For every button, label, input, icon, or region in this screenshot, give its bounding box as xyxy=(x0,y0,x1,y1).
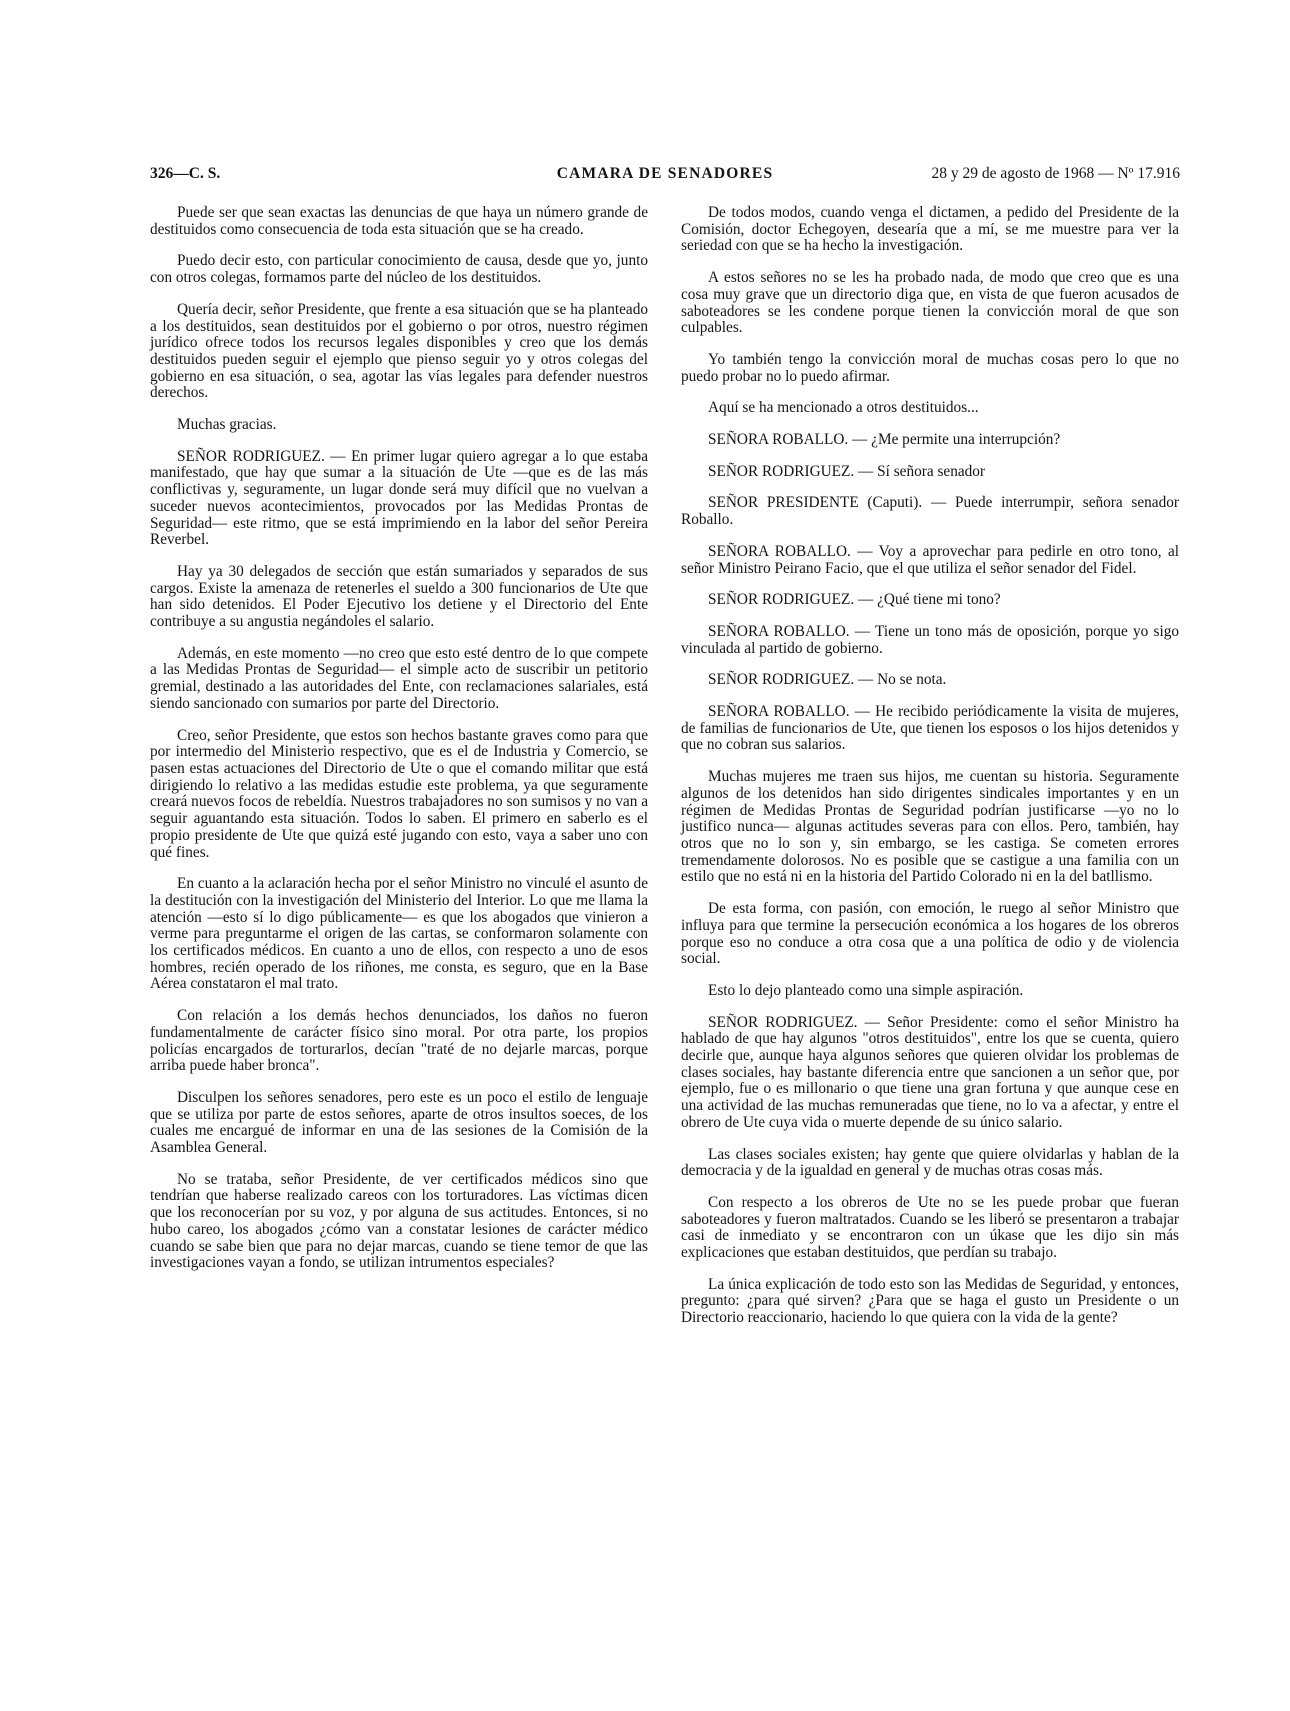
paragraph: Muchas gracias. xyxy=(177,416,277,434)
paragraph: Yo también tengo la convicción moral de muchas cosas pero lo que no puedo probar no lo puedo afirmar. xyxy=(681,350,1179,385)
paragraph: Aquí se ha mencionado a otros destituidos... xyxy=(708,399,979,417)
paragraph: SEÑOR RODRIGUEZ. — No se nota. xyxy=(708,671,947,689)
paragraph: La única explicación de todo esto son las Medidas de Seguridad, y entonces, pregunto: ¿para qué sirven? ¿Para que se haga el gusto un Presidente o un Directorio reaccionario, haciendo lo que quiera con la vida de la gente? xyxy=(681,1275,1179,1327)
paragraph: A estos señores no se les ha probado nada, de modo que creo que es una cosa muy grave que un directorio diga que, en vista de que fueron acusados de saboteadores se les condene porque tienen la convicción moral de que son culpables. xyxy=(681,269,1179,337)
paragraph: SEÑOR RODRIGUEZ. — Señor Presidente: como el señor Ministro ha hablado de que hay algunos "otros destituidos", entre los que se cuenta, quiero decirle que, aunque haya algunos señores que quieren olvidar los problemas de clases sociales, hay bastante diferencia entre que sancionen a un señor que, por ejemplo, fue o es millonario o que tiene una gran fortuna y que aunque cese en una actividad de las muchas remuneradas que tiene, no lo va a afectar, y entre el obrero de Ute cuya vida o muerte depende de su único salario. xyxy=(681,1013,1179,1131)
paragraph: En cuanto a la aclaración hecha por el señor Ministro no vinculé el asunto de la destitución con la investigación del Ministerio del Interior. Lo que me llama la atención —esto sí lo digo públicamente— es que los abogados que vinieron a verme para preguntarme el origen de las cartas, se conformaron solamente con los certificados médicos. En cuanto a uno de ellos, con respecto a uno de esos hombres, recién operado de los riñones, me consta, es seguro, que en la Base Aérea constataron el mal trato. xyxy=(150,875,648,993)
paragraph: SEÑORA ROBALLO. — He recibido periódicamente la visita de mujeres, de familias de funcionarios de Ute, que tienen los esposos o los hijos detenidos y que no cobran sus salarios. xyxy=(681,703,1179,754)
paragraph: Creo, señor Presidente, que estos son hechos bastante graves como para que por intermedio del Ministerio respectivo, que es el de Industria y Comercio, se pasen estas actuaciones del Directorio de Ute o que el comando militar que está dirigiendo lo relativo a las medidas estudie este problema, ya que seguramente creará nuevos focos de rebeldía. Nuestros trabajadores no son sumisos y no van a seguir aguantando esta situación. Todos lo saben. El primero en saberlo es el propio presidente de Ute que quizá esté jugando con esto, vaya a saber uno con qué fines. xyxy=(150,726,648,861)
paragraph: Además, en este momento —no creo que esto esté dentro de lo que compete a las Medidas Prontas de Seguridad— el simple acto de suscribir un petitorio gremial, destinado a las autoridades del Ente, con reclamaciones salariales, está siendo sancionado con sumarios por parte del Directorio. xyxy=(150,644,648,712)
paragraph: Puede ser que sean exactas las denuncias de que haya un número grande de destituidos como consecuencia de toda esta situación que se ha creado. xyxy=(150,204,648,238)
session-date: 28 y 29 de agosto de 1968 — Nº 17.916 xyxy=(931,165,1180,182)
page-number: 326—C. S. xyxy=(150,165,221,182)
paragraph: Hay ya 30 delegados de sección que están sumariados y separados de sus cargos. Existe la amenaza de retenerles el sueldo a 300 funcionarios de Ute que han sido detenidos. El Poder Ejecutivo los detiene y el Directorio del Ente contribuye a su angustia negándoles el salario. xyxy=(150,562,648,631)
paragraph: Esto lo dejo planteado como una simple aspiración. xyxy=(708,981,1024,999)
paragraph: Quería decir, señor Presidente, que frente a esa situación que se ha planteado a los destituidos, sean destituidos por el gobierno o por otros, nuestro régimen jurídico ofrece todos los recursos legales disponibles y creo que los demás destituidos pueden seguir el ejemplo que pienso seguir yo y otros colegas del gobierno en esa situación, o sea, agotar las vías legales para defender nuestros derechos. xyxy=(150,300,648,402)
right-column xyxy=(681,205,1179,1327)
paragraph: Las clases sociales existen; hay gente que quiere olvidarlas y hablan de la democracia y de la igualdad en general y de muchas otras cosas más. xyxy=(681,1145,1179,1180)
paragraph: SEÑOR RODRIGUEZ. — Sí señora senador xyxy=(708,462,986,480)
paragraph: SEÑORA ROBALLO. — Tiene un tono más de oposición, porque yo sigo vinculada al partido de gobierno. xyxy=(681,622,1179,657)
paragraph: SEÑOR RODRIGUEZ. — En primer lugar quiero agregar a lo que estaba manifestado, que hay que sumar a la situación de Ute —que es de las más conflictivas y, seguramente, un lugar donde será muy difícil que no vuelvan a suceder nuevos acontecimientos, provocados por las Medidas Prontas de Seguridad— este ritmo, que se está imprimiendo en la labor del señor Pereira Reverbel. xyxy=(150,447,648,549)
page-header xyxy=(150,163,1180,185)
paragraph: Muchas mujeres me traen sus hijos, me cuentan su historia. Seguramente algunos de los detenidos han sido dirigentes sindicales importantes y en un régimen de Medidas Prontas de Seguridad podrían justificarse —yo no lo justifico nunca— algunas actitudes severas para con ellos. Pero, también, hay otros que no lo son y, sin embargo, se les castiga. Se cometen errores tremendamente dolorosos. No es posible que se castigue a una familia con un estilo que no está ni en la historia del Partido Colorado ni en la del batllismo. xyxy=(681,768,1179,886)
paragraph: De esta forma, con pasión, con emoción, le ruego al señor Ministro que influya para que termine la persecución económica a los hogares de los obreros porque eso no conduce a otra cosa que a una política de odio y de violencia social. xyxy=(681,900,1179,968)
paragraph: SEÑOR RODRIGUEZ. — ¿Qué tiene mi tono? xyxy=(708,591,1001,609)
paragraph: Disculpen los señores senadores, pero este es un poco el estilo de lenguaje que se utiliza por parte de estos señores, aparte de otros insultos soeces, de los cuales me encargué de informar en una de las sesiones de la Comisión de la Asamblea General. xyxy=(150,1088,648,1157)
paragraph: SEÑOR PRESIDENTE (Caputi). — Puede interrumpir, señora senador Roballo. xyxy=(681,494,1179,529)
paragraph: SEÑORA ROBALLO. — ¿Me permite una interrupción? xyxy=(708,431,1061,449)
paragraph: Con respecto a los obreros de Ute no se les puede probar que fueran saboteadores y fueron maltratados. Cuando se les liberó se presentaron a trabajar casi de inmediato y se encontraron con un úkase que les dijo sin más explicaciones que estaban destituidos, que perdían su trabajo. xyxy=(681,1193,1179,1262)
paragraph: No se trataba, señor Presidente, de ver certificados médicos sino que tendrían que haberse realizado careos con los torturadores. Las víctimas dicen que los reconocerían por su voz, y por alguna de sus actitudes. Entonces, si no hubo careo, los abogados ¿cómo van a constatar lesiones de carácter médico cuando se sabe bien que para no dejar marcas, cuando se tiene temor de que las investigaciones vayan a fondo, se utilizan intrumentos especiales? xyxy=(150,1170,648,1272)
left-column xyxy=(150,205,648,1272)
paragraph: De todos modos, cuando venga el dictamen, a pedido del Presidente de la Comisión, doctor Echegoyen, desearía que a mí, se me muestre para ver la seriedad con que se ha hecho la investigación. xyxy=(681,204,1179,255)
paragraph: Puedo decir esto, con particular conocimiento de causa, desde que yo, junto con otros colegas, formamos parte del núcleo de los destituidos. xyxy=(150,252,648,287)
paragraph: SEÑORA ROBALLO. — Voy a aprovechar para pedirle en otro tono, al señor Ministro Peirano Facio, que el que utiliza el señor senador del Fidel. xyxy=(681,542,1179,577)
publication-title: CAMARA DE SENADORES xyxy=(556,165,774,182)
paragraph: Con relación a los demás hechos denunciados, los daños no fueron fundamentalmente de carácter físico sino moral. Por otra parte, los propios policías encargados de torturarlos, decían "traté de no dejarle marcas, porque arriba puede haber bronca". xyxy=(150,1007,648,1075)
